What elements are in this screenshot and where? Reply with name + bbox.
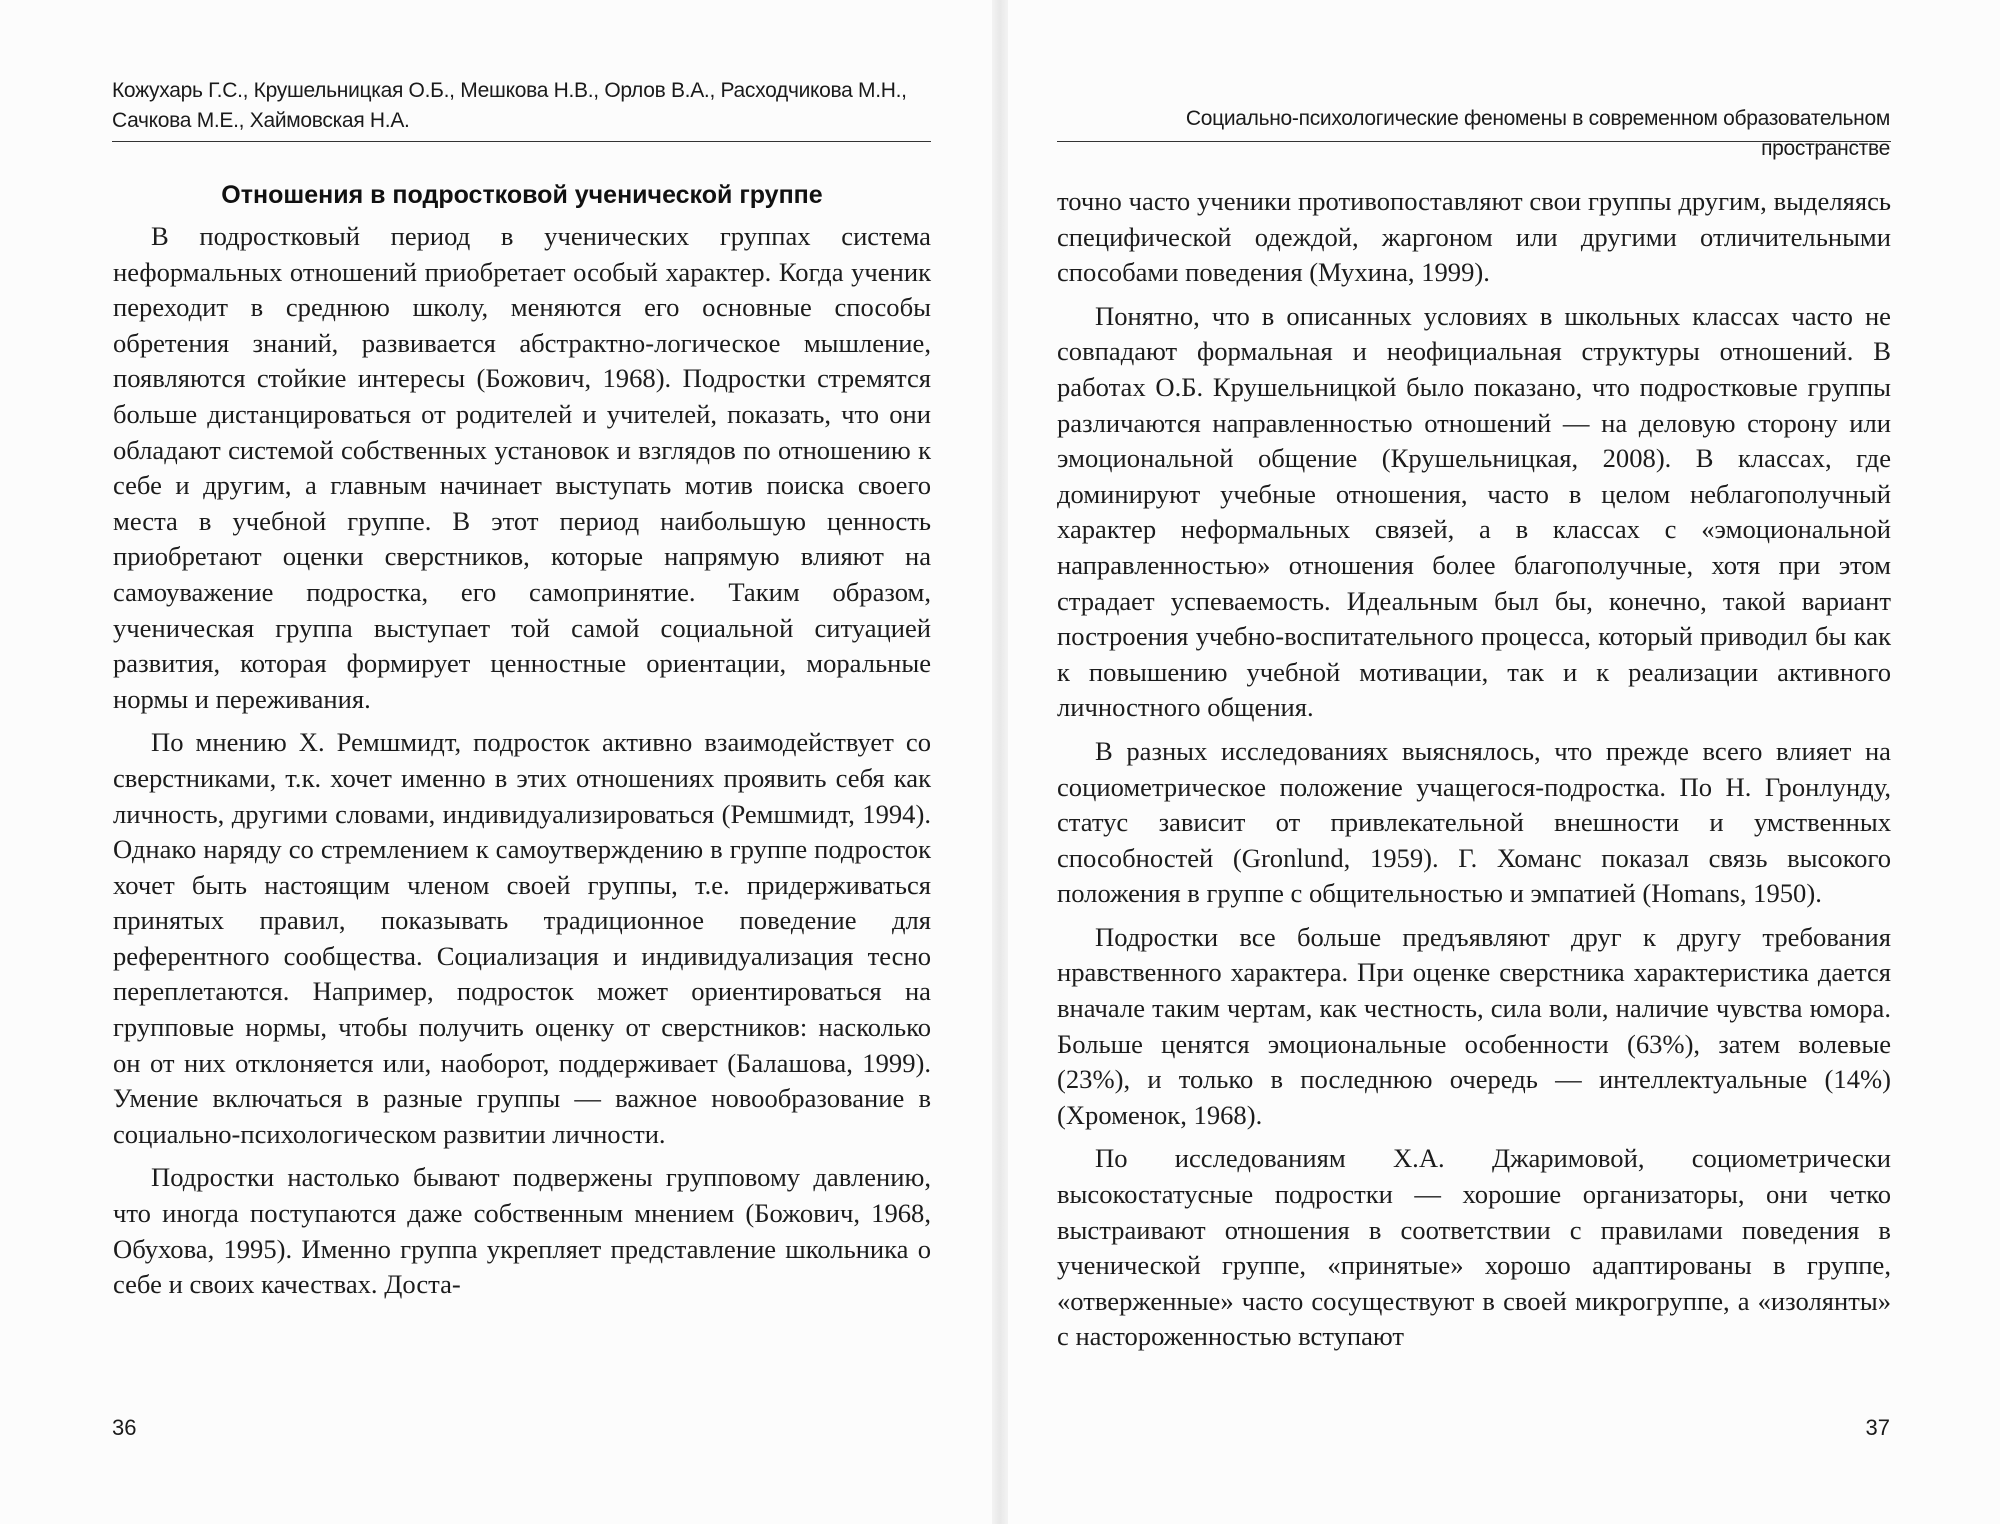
paragraph: По исследованиям Х.А. Джаримовой, социометрически высокостатусные подростки — хорошие организаторы, они четко выстраивают отношения в соответствии с правилами поведения в ученической группе, «принятые» хорошо адаптированы в группе, «отверженные» часто сосуществуют в своей микрогруппе, а «изолянты» с настороженностью вступают	[1057, 1143, 1891, 1352]
left-running-header: Кожухарь Г.С., Крушельницкая О.Б., Мешкова Н.В., Орлов В.А., Расходчикова М.Н., Сачкова М.Е., Хаймовская Н.А.	[112, 79, 907, 132]
right-text-column	[1057, 184, 1891, 1363]
paragraph: Подростки все больше предъявляют друг к другу требования нравственного характера. При оценке сверстника характеристика дается вначале таким чертам, как честность, сила воли, наличие чувства юмора. Больше ценятся эмоциональные особенности (63%), затем волевые (23%), и только в последнюю очередь — интеллектуальные (14%) (Хроменок, 1968).	[1057, 921, 1891, 1130]
continued-paragraph: точно часто ученики противопоставляют свои группы другим, выделяясь специфической одеждой, жаргоном или другими отличительными способами поведения (Мухина, 1999).	[1057, 186, 1891, 288]
right-page-number: 37	[1865, 1415, 1890, 1440]
right-header-rule	[1057, 141, 1891, 142]
book-gutter	[992, 0, 1008, 1524]
paragraph: По мнению Х. Ремшмидт, подросток активно взаимодействует со сверстниками, т.к. хочет именно в этих отношениях проявить себя как личность, другими словами, индивидуализироваться (Ремшмидт, 1994). Однако наряду со стремлением к самоутверждению в группе подросток хочет быть настоящим членом своей группы, т.е. придерживаться принятых правил, показывать традиционное поведение для референтного сообщества. Социализация и индивидуализация тесно переплетаются. Например, подросток может ориентироваться на групповые нормы, чтобы получить оценку от сверстников: насколько он от них отклоняется или, наоборот, поддерживает (Балашова, 1999). Умение включаться в разные группы — важное новообразование в социально-психологическом развитии личности.	[113, 727, 931, 1149]
section-title: Отношения в подростковой ученической группе	[221, 181, 823, 209]
paragraph: Понятно, что в описанных условиях в школьных классах часто не совпадают формальная и неофициальная структуры отношений. В работах О.Б. Крушельницкой было показано, что подростковые группы различаются направленностью отношений — на деловую сторону или эмоциональной общение (Крушельницкая, 2008). В классах, где доминируют учебные отношения, часто в целом неблагополучный характер неформальных связей, а в классах с «эмоциональной направленностью» отношения более благополучные, хотя при этом страдает успеваемость. Идеальным был бы, конечно, такой вариант построения учебно-воспитательного процесса, который приводил бы как к повышению учебной мотивации, так и к реализации активного личностного общения.	[1057, 300, 1891, 723]
paragraph: Подростки настолько бывают подвержены групповому давлению, что иногда поступаются даже собственным мнением (Божович, 1968, Обухова, 1995). Именно группа укрепляет представление школьника о себе и своих качествах. Доста-	[113, 1162, 931, 1300]
paragraph: В подростковый период в ученических группах система неформальных отношений приобретает особый характер. Когда ученик переходит в среднюю школу, меняются его основные способы обретения знаний, развивается абстрактно-логическое мышление, появляются стойкие интересы (Божович, 1968). Подростки стремятся больше дистанцироваться от родителей и учителей, показать, что они обладают системой собственных установок и взглядов по отношению к себе и другим, а главным начинает выступать мотив поиска своего места в учебной группе. В этот период наибольшую ценность приобретают оценки сверстников, которые напрямую влияют на самоуважение подростка, его самопринятие. Таким образом, ученическая группа выступает той самой социальной ситуацией развития, которая формирует ценностные ориентации, моральные нормы и переживания.	[113, 221, 931, 714]
left-page-number: 36	[112, 1415, 137, 1440]
right-running-header: Социально-психологические феномены в современном образовательном пространстве	[1185, 107, 1890, 160]
paragraph: В разных исследованиях выяснялось, что прежде всего влияет на социометрическое положение учащегося-подростка. По Н. Гронлунду, статус зависит от привлекательной внешности и умственных способностей (Gronlund, 1959). Г. Хоманс показал связь высокого положения в группе с общительностью и эмпатией (Homans, 1950).	[1057, 735, 1891, 909]
left-header-rule	[112, 141, 931, 142]
left-text-column	[113, 219, 931, 1311]
